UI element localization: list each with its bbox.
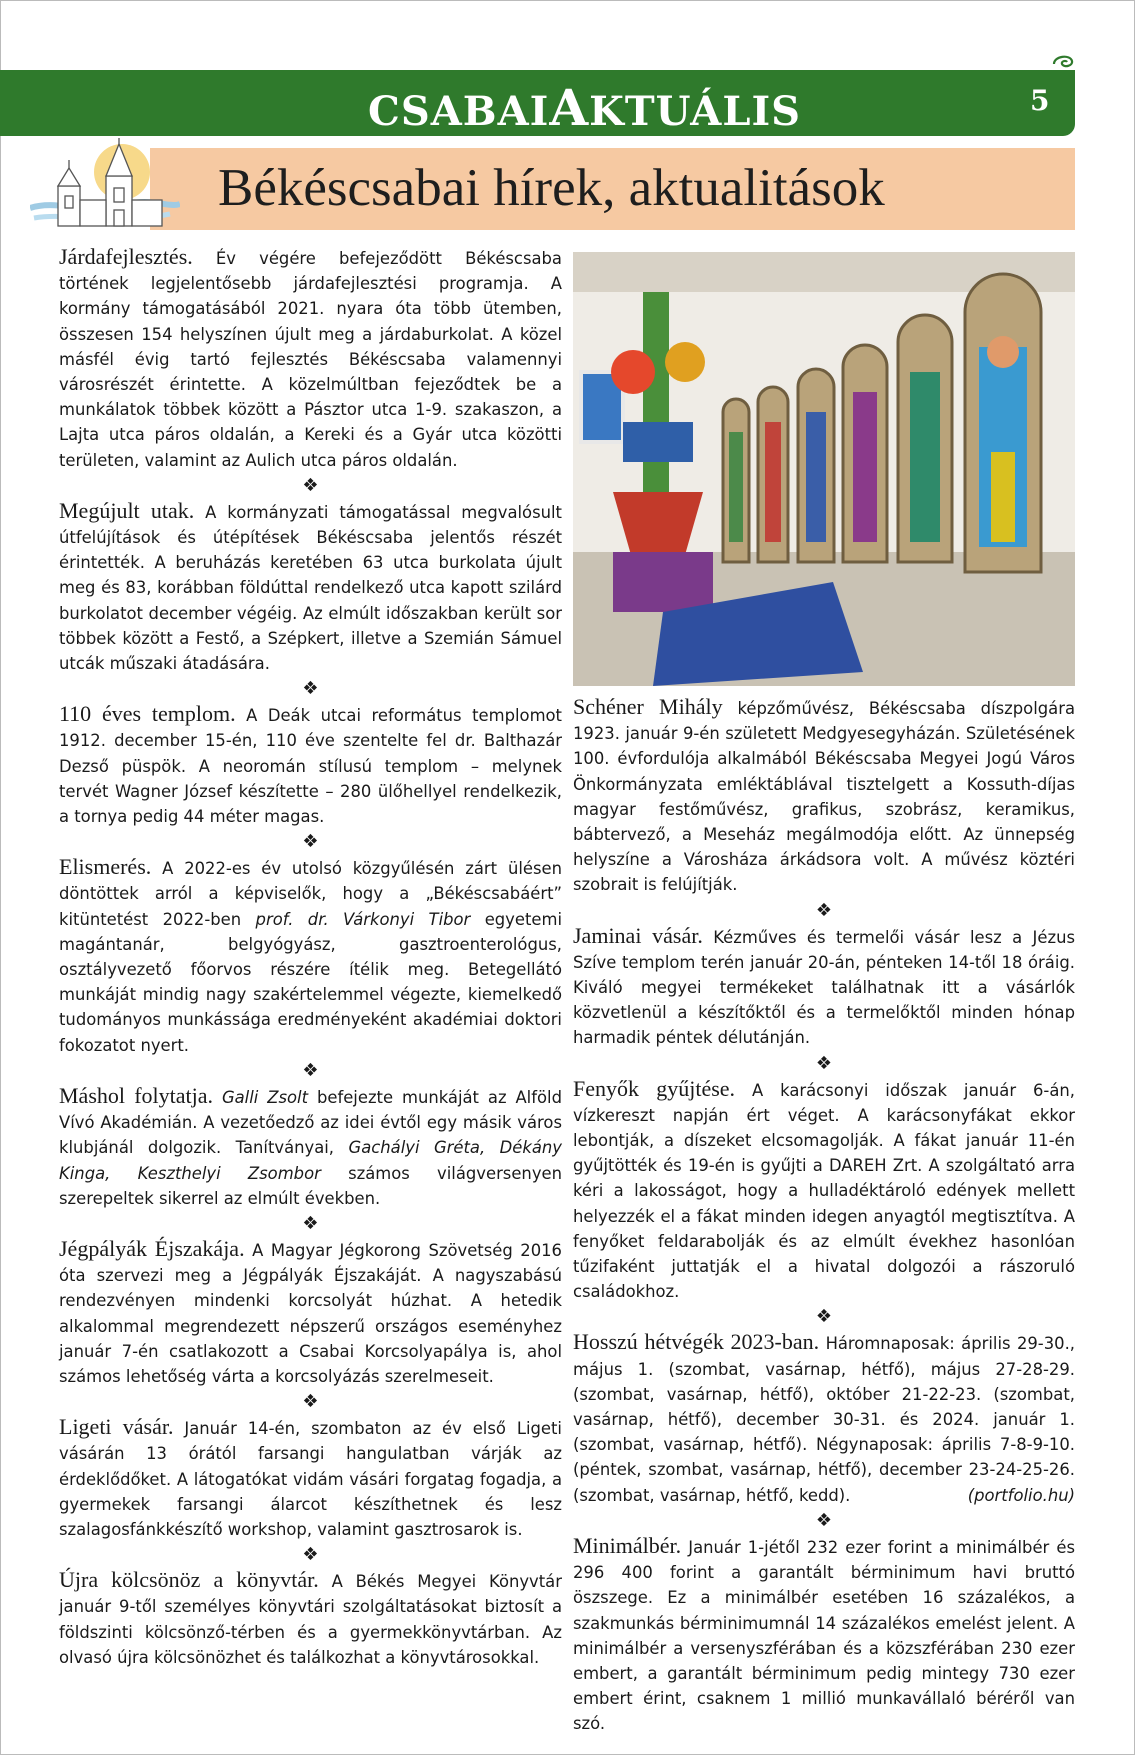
right-column bbox=[573, 694, 1075, 1737]
separator: ❖ bbox=[302, 1391, 319, 1413]
separator: ❖ bbox=[302, 1059, 319, 1081]
article-heading: Ligeti vásár. bbox=[59, 1414, 174, 1440]
left-column bbox=[59, 244, 562, 1670]
article-hosszu-hetvegek: Hosszú hétvégék 2023-ban. Háromnaposak: április 29-30., május 1. (szombat, vasárnap, hétfő), május 27-28-29. (szombat, vasárnap, hétfő), október 21-22-23. (szombat, vasárnap, hétfő), december 30-31. és 2024. január 1. (szombat, vasárnap, hétfő). Négynaposak: április 7-8-9-10. (péntek, szombat, vasárnap, hétfő), december 23-24-25-26. (szombat, vasárnap, hétfő, kedd). (portfolio.hu) bbox=[573, 1329, 1075, 1507]
separator: ❖ bbox=[815, 1509, 833, 1531]
article-heading: Megújult utak. bbox=[59, 497, 195, 523]
article-schener: Schéner Mihály képzőművész, Békéscsaba díszpolgára 1923. január 9-én született Medgyesegyházán. Születésének 100. évfordulója alkalmából Békéscsaba Megyei Jogú Város Önkormányzata emléktáblával tisztelgett a Kossuth-díjas magyar festőművész, grafikus, szobrász, keramikus, bábtervező, a Meseház megálmodója előtt. Az ünnepség helyszíne a Városháza árkádsora volt. A művész köztéri szobrait is felújítják. bbox=[573, 694, 1075, 895]
article-heading: Jaminai vásár. bbox=[573, 922, 703, 948]
article-heading: Járdafejlesztés. bbox=[59, 244, 193, 269]
separator: ❖ bbox=[815, 899, 833, 921]
church-logo-icon bbox=[30, 138, 180, 238]
section-title: Békéscsabai hírek, aktualitások bbox=[218, 159, 885, 217]
magazine-title: CSABAIAKTUÁLIS bbox=[368, 78, 802, 137]
article-heading: Hosszú hétvégék 2023-ban. bbox=[573, 1329, 820, 1355]
separator: ❖ bbox=[302, 1544, 319, 1566]
article-elismeres: Elismerés. A 2022-es év utolsó közgyűlésén zárt ülésen döntöttek arról a képviselők, hogy a „Békéscsabáért” kitüntetést 2022-ben prof. dr. Várkonyi Tibor egyetemi magántanár, belgyógyász, gasztroenterológus, osztályvezető főorvos részére ítélik meg. Betegellátó munkáját mindig nagy szakértelemmel végezte, kiemelkedő tudományos munkássága eredményeként akadémiai doktori fokozatot nyert. bbox=[59, 854, 562, 1055]
article-megujult-utak: Megújult utak. A kormányzati támogatással megvalósult útfelújítások és útépítések Békéscsaba jelentős részét érintették. A beruházás keretében 63 utca burkolata újult meg és 83, korábban földúttal rendelkező utca kapott szilárd burkolatot december végéig. Az elmúlt időszakban került sor többek között a Festő, a Szépkert, illetve a Szemián Sámuel utcák műszaki átadására. bbox=[59, 497, 562, 674]
article-jaminai-vasar: Jaminai vásár. Kézműves és termelői vásár lesz a Jézus Szíve templom terén január 20-án, pénteken 14-től 18 óráig. Kiváló megyei termékeket találhatnak itt a vásárlók közvetlenül a készítőktől és a termelőktől minden hónap harmadik péntek délutánján. bbox=[573, 922, 1076, 1048]
page-number: 5 bbox=[1030, 84, 1050, 117]
article-heading: Schéner Mihály bbox=[573, 694, 723, 719]
article-jegpalyak: Jégpályák Éjszakája. A Magyar Jégkorong Szövetség 2016 óta szervezi meg a Jégpályák Éjszakáját. A nagyszabású rendezvényen mindenki korcsolyát húzhat. A hetedik alkalommal megrendezett népszerű országos eseményhez január 7-én csatlakozott a Csabai Korcsolyapálya is, ahol számos lehetőség várta a korcsolyázás szerelmeseit. bbox=[59, 1235, 562, 1386]
source-credit: (portfolio.hu) bbox=[967, 1485, 1075, 1505]
article-mashol-folytatja: Máshol folytatja. Galli Zsolt befejezte munkáját az Alföld Vívó Akadémián. A vezetőedző az idei évtől egy másik város klubjánál dolgozik. Tanítványai, Gachályi Gréta, Dékány Kinga, Keszthelyi Zsombor számos világversenyen szerepeltek sikerrel az elmúlt években. bbox=[59, 1082, 562, 1208]
article-jardafejlesztes: Járdafejlesztés. Év végére befejeződött Békéscsaba történek legjelentősebb járdafejlesztési programja. A kormány támogatásából 2021. nyara óta több ütemben, összesen 154 helyszínen újult meg a járdaburkolat. A közel másfél évig tartó fejlesztés Békéscsaba valamennyi városrészét érintette. A közelmúltban fejeződtek be a munkálatok többek között a Pásztor utca 1-9. szakaszon, a Lajta utca páros oldalán, a Kereki és a Gyár utca közötti területen, valamint az Aulich utca páros oldalán. bbox=[59, 244, 562, 470]
separator: ❖ bbox=[302, 831, 319, 853]
article-templom: 110 éves templom. A Deák utcai református templomot 1912. december 15-én, 110 éve szentelte fel dr. Balthazár Dezső püspök. A neoromán stílusú templom – melynek tervét Wagner József készítette – 280 ülőhellyel rendelkezik, a tornya pedig 44 méter magas. bbox=[59, 701, 562, 827]
article-heading: Minimálbér. bbox=[573, 1532, 682, 1558]
article-heading: Fenyők gyűjtése. bbox=[573, 1075, 736, 1101]
article-ligeti-vasar: Ligeti vásár. Január 14-én, szombaton az év első Ligeti vásárán 13 órától farsangi hangulatban várják az érdeklődőket. A látogatókat vidám vásári forgatag fogadja, a gyermekek farsangi álarcot készíthetnek és lesz szalagosfánkkészítő workshop, valamint gasztrosarok is. bbox=[59, 1414, 562, 1539]
article-heading: Jégpályák Éjszakája. bbox=[59, 1235, 245, 1261]
article-heading: 110 éves templom. bbox=[59, 701, 236, 727]
separator: ❖ bbox=[815, 1052, 833, 1074]
article-konyvtar: Újra kölcsönöz a könyvtár. A Békés Megyei Könyvtár január 9-től személyes könyvtári szolgáltatásokat biztosít a földszinti kölcsönző-térben és a gyermekkönyvtárban. Az olvasó újra kölcsönözhet és találkozhat a könyvtárosokkal. bbox=[59, 1567, 562, 1667]
separator: ❖ bbox=[302, 678, 319, 700]
meseház-photo bbox=[573, 252, 1075, 686]
swirl-icon bbox=[1050, 52, 1076, 72]
photo-illustration bbox=[573, 252, 1075, 686]
separator: ❖ bbox=[302, 474, 319, 496]
article-heading: Elismerés. bbox=[59, 854, 152, 880]
article-heading: Máshol folytatja. bbox=[59, 1082, 214, 1108]
separator: ❖ bbox=[302, 1212, 319, 1234]
article-fenyok: Fenyők gyűjtése. A karácsonyi időszak január 6-án, vízkereszt napján ért véget. A karácsonyfákat ekkor lebontják, a díszeket elcsomagolják. A fákat január 11-én gyűjtötték és 19-én is gyűjti a DAREH Zrt. A szolgáltató arra kéri a lakosságot, hogy a hulladéktároló edények mellett helyezzék el a fákat minden idegen anyagtól megtisztítva. A fenyőket feldarabolják és az elmúlt évekhez hasonlóan tűzifaként juttatják el a hivatal dolgozói a rászoruló családokhoz. bbox=[573, 1075, 1075, 1302]
separator: ❖ bbox=[815, 1306, 833, 1328]
article-heading: Újra kölcsönöz a könyvtár. bbox=[59, 1567, 319, 1593]
article-minimalber: Minimálbér. Január 1-jétől 232 ezer forint a minimálbér és 296 400 forint a garantált bérminimum havi bruttó öszszege. Ez a minimálbér esetében 16 százalékos, a szakmunkás bérminimumnál 14 százalékos emelést jelent. A minimálbér a versenyszférában és a közszférában 230 ezer embert, a garantált bérminimum pedig mintegy 730 ezer embert érint, csaknem 1 millió munkavállaló béréről van szó. bbox=[573, 1532, 1075, 1734]
